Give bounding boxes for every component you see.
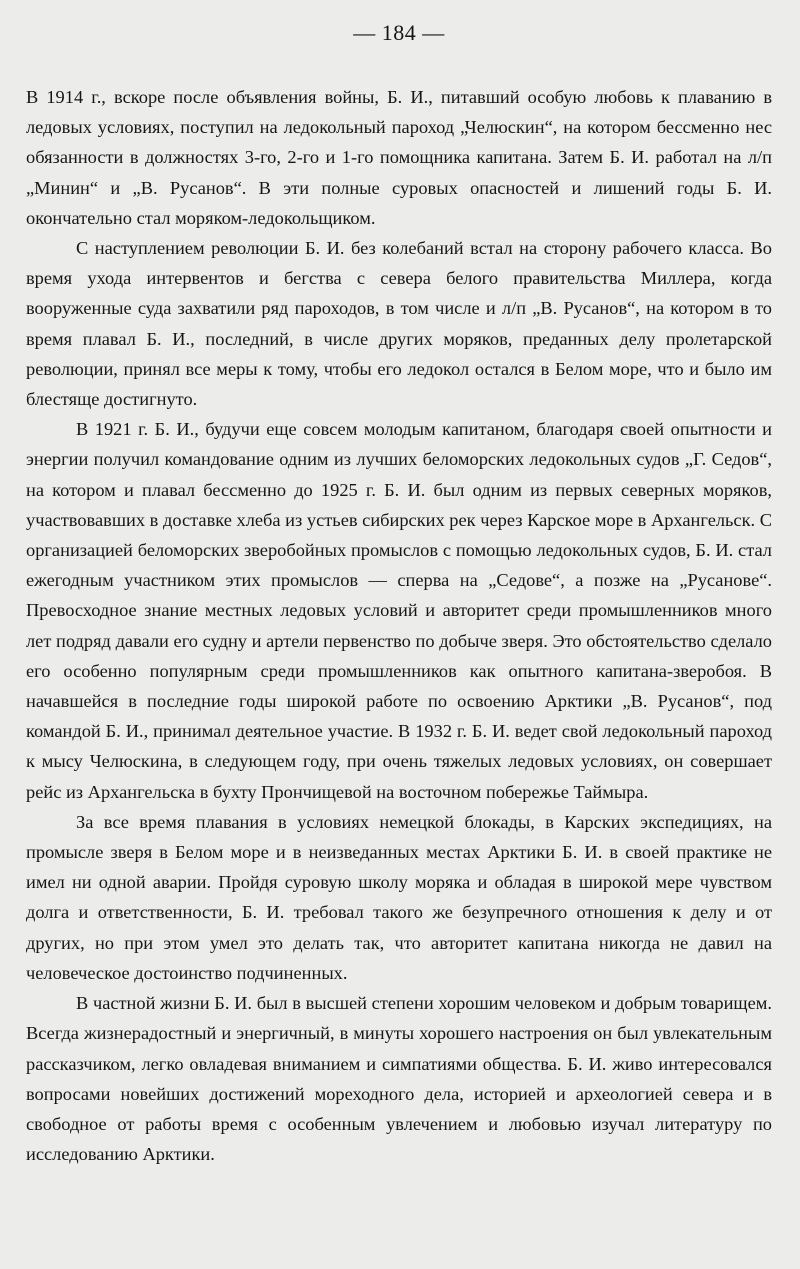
paragraph-revolution: С наступлением революции Б. И. без колебаний встал на сторону рабочего класса. Во время ухода интервентов и бегства с севера белого правительства Миллера, когда вооруженные суда захватили ряд пароходов, в том числе и л/п „В. Русанов“, на котором в то время плавал Б. И., последний, в числе других моряков, преданных делу пролетарской революции, принял все меры к тому, чтобы его ледокол остался в Белом море, что и было им блестяще достигнуто. bbox=[26, 238, 772, 410]
paragraph-captain-career: В 1921 г. Б. И., будучи еще совсем молодым капитаном, благодаря своей опытности и энергии получил командование одним из лучших беломорских ледокольных судов „Г. Седов“, на котором и плавал бессменно до 1925 г. Б. И. был одним из первых северных моряков, участвовавших в доставке хлеба из устьев сибирских рек через Карское море в Архангельск. С организацией беломорских зверобойных промыслов с помощью ледокольных судов, Б. И. стал ежегодным участником этих промыслов — сперва на „Седове“, а позже на „Русанове“. Превосходное знание местных ледовых условий и авторитет среди промышленников много лет подряд давали его судну и артели первенство по добыче зверя. Это обстоятельство сделало его особенно популярным среди промышленников как опытного капитана-зверобоя. В начавшейся в последние годы широкой работе по освоению Арктики „В. Русанов“, под командой Б. И., принимал деятельное участие. В 1932 г. Б. И. ведет свой ледокольный пароход к мысу Челюскина, в следующем году, при очень тяжелых ледовых условиях, он совершает рейс из Архангельска в бухту Прончищевой на восточном побережье Таймыра. bbox=[26, 419, 772, 802]
body-text bbox=[26, 82, 772, 1169]
page-number: — 184 — bbox=[353, 20, 445, 45]
paragraph-safety-record: За все время плавания в условиях немецкой блокады, в Карских экспедициях, на промысле зверя в Белом море и в неизведанных местах Арктики Б. И. в своей практике не имел ни одной аварии. Пройдя суровую школу моряка и обладая в широкой мере чувством долга и ответственности, Б. И. требовал такого же безупречного отношения к делу и от других, но при этом умел это делать так, что авторитет капитана никогда не давил на человеческое достоинство подчиненных. bbox=[26, 811, 772, 983]
paragraph-private-life: В частной жизни Б. И. был в высшей степени хорошим человеком и добрым товарищем. Всегда жизнерадостный и энергичный, в минуты хорошего настроения он был увлекательным рассказчиком, легко овладевая вниманием и симпатиями общества. Б. И. живо интересовался вопросами новейших достижений мореходного дела, историей и археологией севера и в свободное от работы время с особенным увлечением и любовью изучал литературу по исследованию Арктики. bbox=[26, 993, 772, 1165]
paragraph-1914-icebreaker-service: В 1914 г., вскоре после объявления войны, Б. И., питавший особую любовь к плаванию в ледовых условиях, поступил на ледокольный пароход „Челюскин“, на котором бессменно нес обязанности в должностях 3-го, 2-го и 1-го помощника капитана. Затем Б. И. работал на л/п „Минин“ и „В. Русанов“. В эти полные суровых опасностей и лишений годы Б. И. окончательно стал моряком-ледокольщиком. bbox=[26, 87, 772, 228]
